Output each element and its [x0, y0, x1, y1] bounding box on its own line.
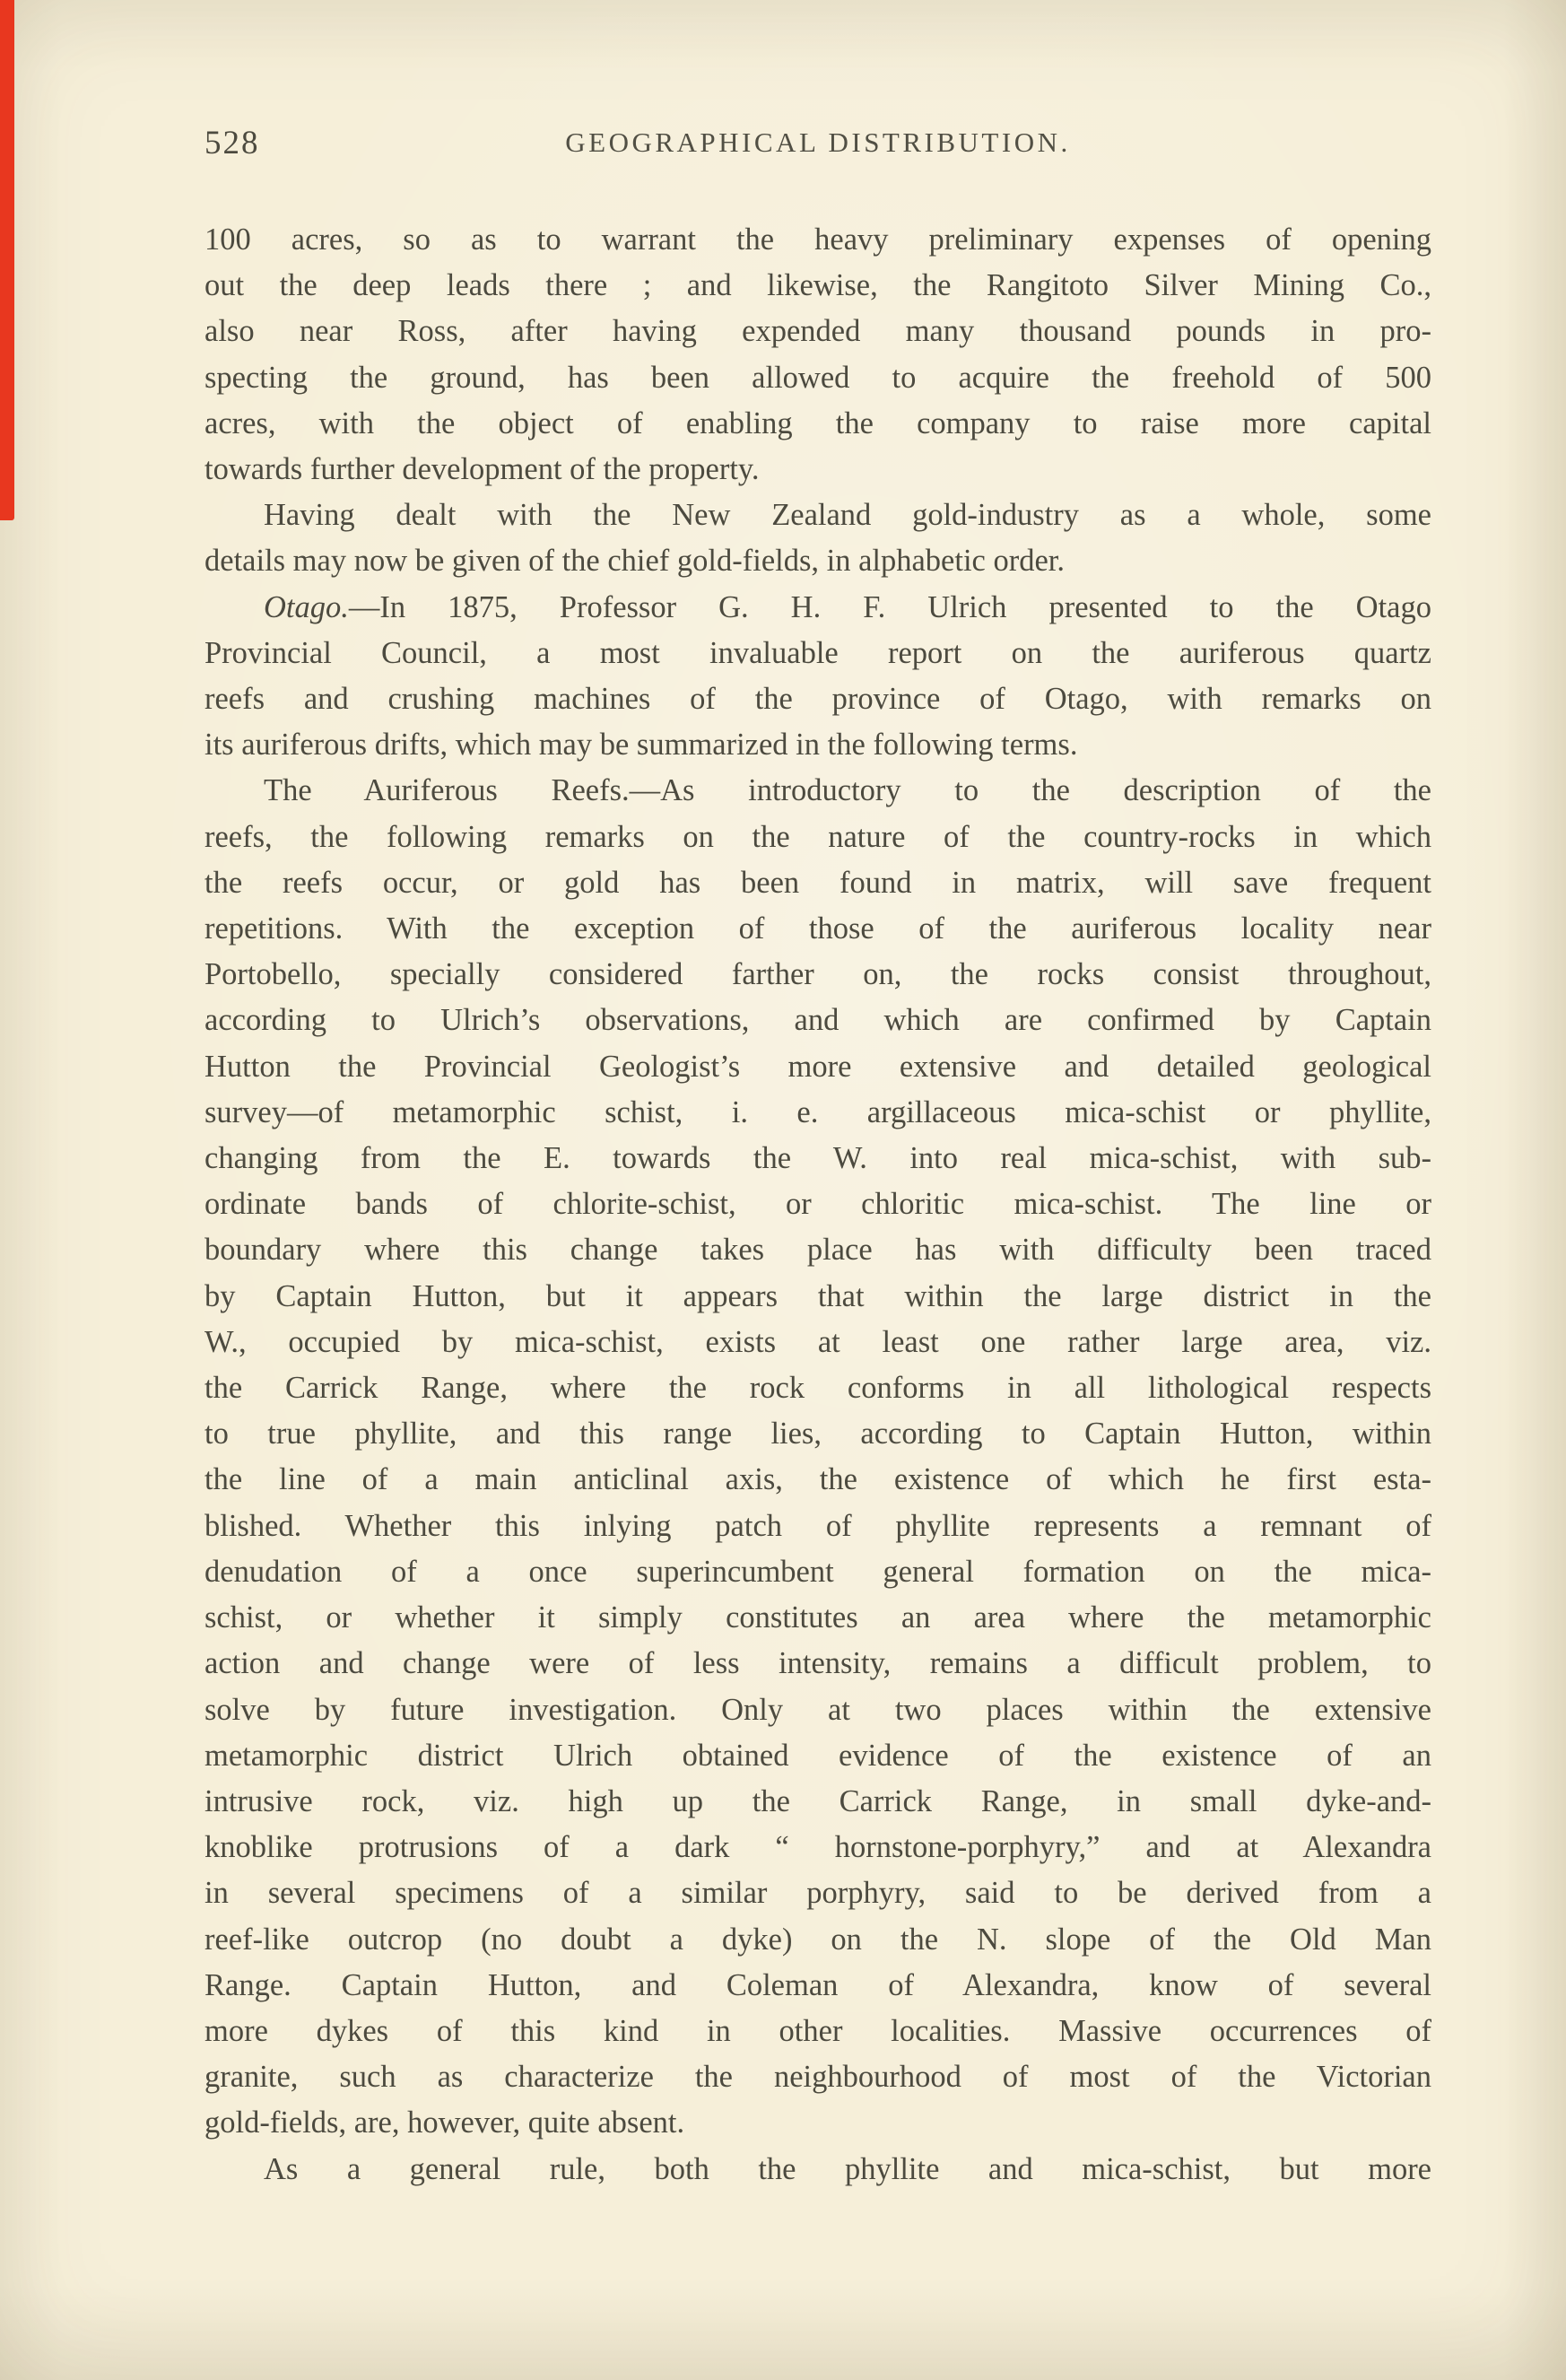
text-line	[204, 217, 1431, 263]
text-line	[204, 1963, 1431, 2009]
red-edge-strip	[0, 0, 14, 520]
text-line	[204, 1044, 1431, 1090]
text-segment: by Captain Hutton, but it appears that within the large district in the	[204, 1278, 1431, 1313]
text-line	[204, 1411, 1431, 1457]
text-segment: its auriferous drifts, which may be summarized in the following terms.	[204, 728, 1078, 763]
text-segment: the Carrick Range, where the rock conforms in all lithological respects	[204, 1371, 1431, 1406]
text-line	[204, 1457, 1431, 1503]
text-segment: reefs and crushing machines of the province of Otago, with remarks on	[204, 682, 1431, 717]
text-segment: W., occupied by mica-schist, exists at least one rather large area, viz.	[204, 1324, 1431, 1359]
text-line	[204, 1779, 1431, 1825]
text-segment: action and change were of less intensity, remains a difficult problem, to	[204, 1646, 1431, 1681]
text-segment: blished. Whether this inlying patch of phyllite represents a remnant of	[204, 1508, 1431, 1543]
text-line	[204, 1365, 1431, 1411]
text-segment: Provincial Council, a most invaluable report on the auriferous quartz	[204, 635, 1431, 670]
text-segment: according to Ulrich’s observations, and which are confirmed by Captain	[204, 1003, 1431, 1038]
text-segment: solve by future investigation. Only at two places within the extensive	[204, 1692, 1431, 1727]
text-line	[204, 1320, 1431, 1365]
text-segment: Range. Captain Hutton, and Coleman of Alexandra, know of several	[204, 1967, 1431, 2002]
page-body	[204, 217, 1431, 2193]
text-line	[204, 1136, 1431, 1181]
text-line	[204, 1917, 1431, 1963]
text-line	[204, 1595, 1431, 1641]
text-segment: schist, or whether it simply constitutes an area where the metamorphic	[204, 1600, 1431, 1635]
text-segment: The Auriferous Reefs.—As introductory to the description of the	[264, 773, 1431, 808]
text-segment: changing from the E. towards the W. into real mica-schist, with sub-	[204, 1141, 1431, 1176]
text-segment: survey—of metamorphic schist, i. e. argillaceous mica-schist or phyllite,	[204, 1094, 1431, 1129]
text-segment: As a general rule, both the phyllite and mica-schist, but more	[264, 2151, 1431, 2186]
text-line	[204, 768, 1431, 814]
text-segment: Portobello, specially considered farther on, the rocks consist throughout,	[204, 957, 1431, 992]
text-segment: knoblike protrusions of a dark “ hornstone-porphyry,” and at Alexandra	[204, 1830, 1431, 1865]
text-line	[204, 2100, 1431, 2146]
text-segment: —In 1875, Professor G. H. F. Ulrich presented to the Otago	[348, 589, 1431, 624]
text-line	[204, 447, 1431, 493]
text-segment: specting the ground, has been allowed to acquire the freehold of 500	[204, 360, 1431, 395]
text-segment: to true phyllite, and this range lies, according to Captain Hutton, within	[204, 1417, 1431, 1452]
text-segment: acres, with the object of enabling the company to raise more capital	[204, 405, 1431, 440]
text-segment: out the deep leads there ; and likewise, the Rangitoto Silver Mining Co.,	[204, 268, 1431, 303]
text-segment: the line of a main anticlinal axis, the existence of which he first esta-	[204, 1462, 1431, 1497]
text-line	[204, 1825, 1431, 1870]
text-line	[204, 493, 1431, 538]
text-line	[204, 1870, 1431, 1916]
text-line	[204, 906, 1431, 952]
text-line	[204, 538, 1431, 584]
text-line	[204, 631, 1431, 676]
text-line	[204, 1504, 1431, 1549]
text-line	[204, 998, 1431, 1043]
text-segment: metamorphic district Ulrich obtained evidence of the existence of an	[204, 1738, 1431, 1773]
text-segment: ordinate bands of chlorite-schist, or chloritic mica-schist. The line or	[204, 1187, 1431, 1222]
text-segment: granite, such as characterize the neighbourhood of most of the Victorian	[204, 2060, 1431, 2095]
text-line	[204, 1227, 1431, 1273]
text-line	[204, 585, 1431, 631]
page-number: 528	[204, 125, 260, 161]
text-segment: 100 acres, so as to warrant the heavy preliminary expenses of opening	[204, 222, 1431, 257]
text-line	[204, 815, 1431, 860]
text-line	[204, 1687, 1431, 1733]
text-segment: boundary where this change takes place has with difficulty been traced	[204, 1233, 1431, 1268]
text-segment: details may now be given of the chief gold-fields, in alphabetic order.	[204, 544, 1065, 579]
text-line	[204, 1274, 1431, 1320]
text-segment: reefs, the following remarks on the nature of the country-rocks in which	[204, 819, 1431, 854]
text-segment: more dykes of this kind in other localities. Massive occurrences of	[204, 2013, 1431, 2048]
text-segment: towards further development of the property.	[204, 452, 760, 487]
text-segment: Hutton the Provincial Geologist’s more extensive and detailed geological	[204, 1049, 1431, 1084]
text-line	[204, 2054, 1431, 2100]
italic-text-segment: Otago.	[264, 589, 349, 624]
text-segment: Having dealt with the New Zealand gold-industry as a whole, some	[264, 498, 1431, 533]
text-line	[204, 952, 1431, 998]
text-line	[204, 1090, 1431, 1136]
text-segment: the reefs occur, or gold has been found in matrix, will save frequent	[204, 865, 1431, 900]
text-segment: also near Ross, after having expended many thousand pounds in pro-	[204, 314, 1431, 349]
text-segment: reef-like outcrop (no doubt a dyke) on the N. slope of the Old Man	[204, 1922, 1431, 1957]
text-line	[204, 263, 1431, 309]
text-line	[204, 355, 1431, 401]
text-segment: repetitions. With the exception of those of the auriferous locality near	[204, 911, 1431, 946]
text-line	[204, 2009, 1431, 2054]
text-line	[204, 860, 1431, 906]
text-line	[204, 676, 1431, 722]
text-line	[204, 1641, 1431, 1687]
text-line	[204, 1733, 1431, 1779]
text-line	[204, 2147, 1431, 2193]
text-line	[204, 1549, 1431, 1595]
text-segment: in several specimens of a similar porphyry, said to be derived from a	[204, 1876, 1431, 1911]
text-line	[204, 722, 1431, 768]
text-segment: denudation of a once superincumbent general formation on the mica-	[204, 1554, 1431, 1589]
running-title: GEOGRAPHICAL DISTRIBUTION.	[565, 126, 1071, 158]
text-line	[204, 309, 1431, 354]
text-segment: intrusive rock, viz. high up the Carrick Range, in small dyke-and-	[204, 1783, 1431, 1818]
page-header	[204, 124, 1431, 169]
text-line	[204, 1181, 1431, 1227]
text-segment: gold-fields, are, however, quite absent.	[204, 2105, 685, 2140]
text-line	[204, 401, 1431, 447]
